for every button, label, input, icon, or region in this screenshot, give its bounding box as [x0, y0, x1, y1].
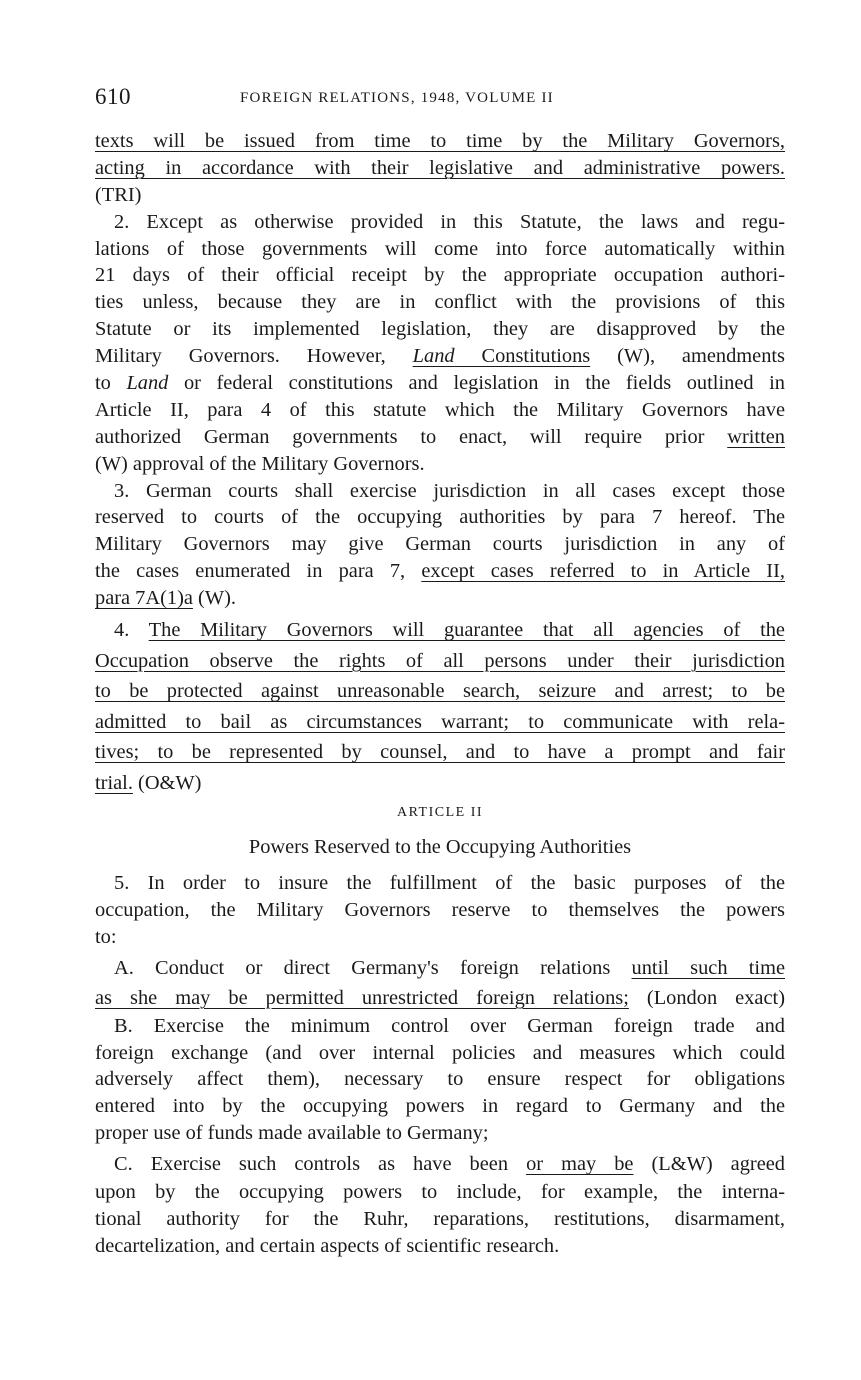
text-line: entered into by the occupying powers in regard to Germany and the: [95, 1095, 785, 1118]
text-line: foreign exchange (and over internal policies and measures which could: [95, 1041, 785, 1064]
paragraph-4: [95, 615, 785, 798]
document-body: [95, 128, 785, 1260]
text-line: Military Governors. However, Land Constitutions (W), amendments: [95, 345, 785, 368]
paragraph-continuation: [95, 128, 785, 209]
text-line: tional authority for the Ruhr, reparations, restitutions, disarmament,: [95, 1208, 785, 1231]
text-line: Article II, para 4 of this statute which the Military Governors have: [95, 398, 785, 421]
text-line: 3. German courts shall exercise jurisdiction in all cases except those: [114, 479, 785, 502]
text-line: authorized German governments to enact, will require prior written: [95, 425, 785, 448]
page-header: [95, 84, 785, 114]
article-heading: ARTICLE II: [396, 805, 484, 821]
text-line: ties unless, because they are in conflict with the provisions of this: [95, 291, 785, 314]
text-line: (TRI): [95, 183, 142, 206]
item-b: [95, 1013, 785, 1147]
text-line: texts will be issued from time to time by the Military Governors,: [95, 130, 785, 152]
text-line: the cases enumerated in para 7, except cases referred to in Article II,: [95, 560, 785, 583]
page-number: 610: [95, 84, 131, 109]
text-line: lations of those governments will come into force automatically within: [95, 237, 785, 260]
running-head: FOREIGN RELATIONS, 1948, VOLUME II: [240, 90, 554, 106]
text-line: C. Exercise such controls as have been or may be (L&W) agreed: [114, 1153, 785, 1176]
text-line: B. Exercise the minimum control over German foreign trade and: [114, 1014, 785, 1037]
text-line: occupation, the Military Governors reserve to themselves the powers: [95, 898, 785, 921]
text-line: adversely affect them), necessary to ensure respect for obligations: [95, 1068, 785, 1091]
text-line: (W) approval of the Military Governors.: [95, 452, 425, 475]
text-line: reserved to courts of the occupying authorities by para 7 hereof. The: [95, 506, 785, 529]
text-line: 21 days of their official receipt by the appropriate occupation authori-: [95, 264, 785, 287]
text-line: to Land or federal constitutions and legislation in the fields outlined in: [95, 372, 785, 395]
text-line: to be protected against unreasonable search, seizure and arrest; to be: [95, 680, 785, 703]
paragraph-3: [95, 478, 785, 612]
text-line: 5. In order to insure the fulfillment of the basic purposes of the: [114, 872, 785, 895]
section-title: Powers Reserved to the Occupying Authorities: [248, 836, 632, 859]
text-line: decartelization, and certain aspects of scientific research.: [95, 1234, 560, 1257]
text-line: as she may be permitted unrestricted foreign relations; (London exact): [95, 986, 785, 1009]
text-line: 4. The Military Governors will guarantee that all agencies of the: [114, 619, 785, 642]
item-a: [95, 953, 785, 1013]
text-line: acting in accordance with their legislative and administrative powers.: [95, 156, 785, 179]
text-line: para 7A(1)a (W).: [95, 587, 236, 610]
text-line: proper use of funds made available to Germany;: [95, 1122, 489, 1145]
text-line: to:: [95, 925, 117, 948]
text-line: upon by the occupying powers to include, for example, the interna-: [95, 1181, 785, 1204]
text-line: 2. Except as otherwise provided in this Statute, the laws and regu-: [114, 210, 785, 233]
text-line: trial. (O&W): [95, 771, 202, 794]
text-line: Military Governors may give German courts jurisdiction in any of: [95, 533, 785, 556]
paragraph-2: [95, 209, 785, 478]
paragraph-5: [95, 870, 785, 951]
text-line: Occupation observe the rights of all persons under their jurisdiction: [95, 649, 785, 672]
text-line: admitted to bail as circumstances warrant; to communicate with rela-: [95, 710, 785, 733]
text-line: tives; to be represented by counsel, and to have a prompt and fair: [95, 741, 785, 764]
text-line: A. Conduct or direct Germany's foreign relations until such time: [114, 956, 786, 979]
item-c: [95, 1149, 785, 1260]
text-line: Statute or its implemented legislation, they are disapproved by the: [95, 318, 785, 341]
